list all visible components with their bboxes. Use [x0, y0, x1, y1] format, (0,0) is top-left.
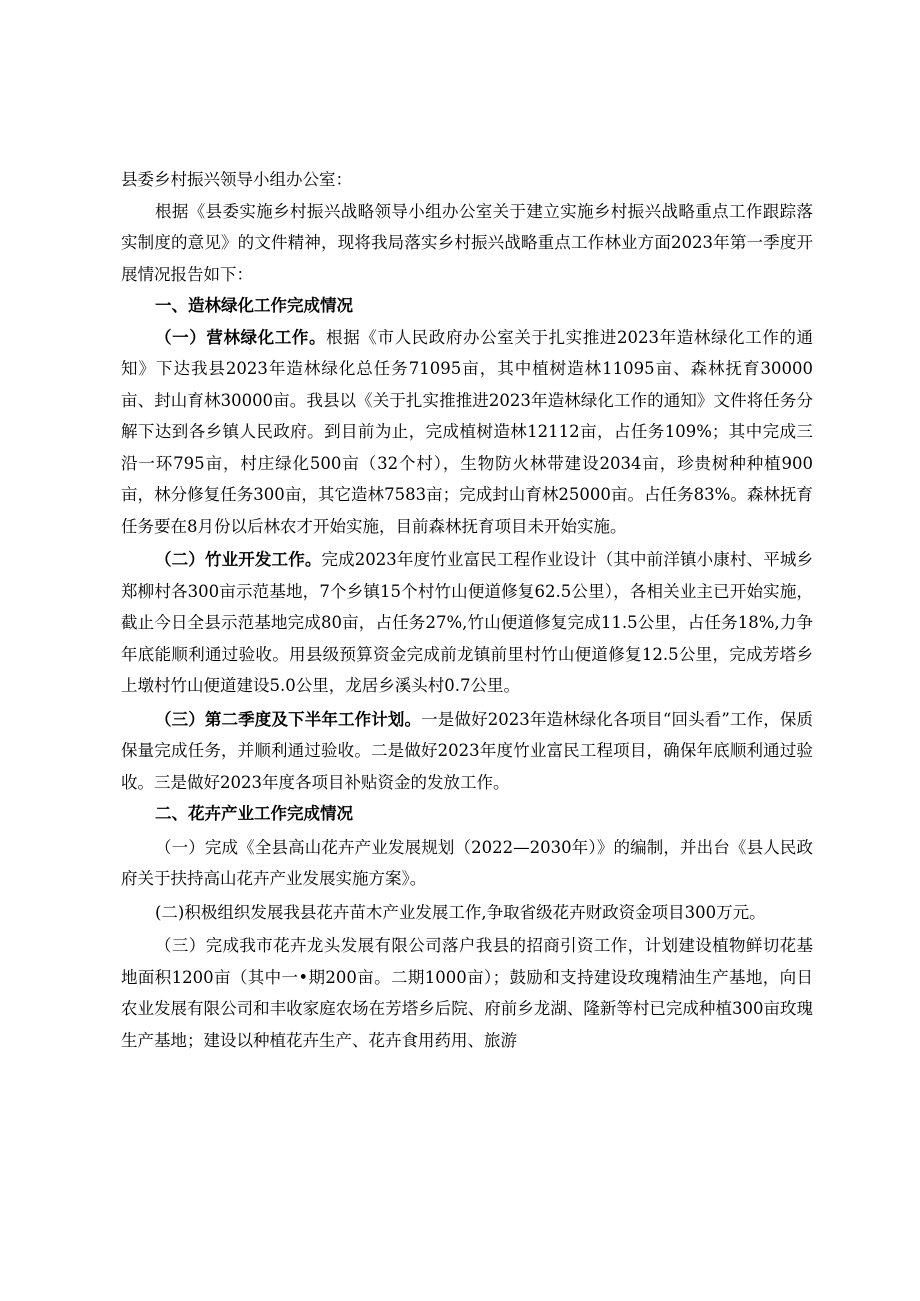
- section1-heading: 一、造林绿化工作完成情况: [155, 296, 353, 315]
- section2-paragraph-3: （三）完成我市花卉龙头发展有限公司落户我县的招商引资工作，计划建设植物鲜切花基地面积1200亩（其中一•期200亩。二期1000亩）；鼓励和支持建设玫瑰精油生产基地，向日农业发展有限公司和丰收家庭农场在芳塔乡后院、府前乡龙湖、隆新等村已完成种植300亩玫瑰生产基地；建设以种植花卉生产、花卉食用药用、旅游: [121, 936, 813, 1050]
- section1-paragraph-1-body: 根据《市人民政府办公室关于扎实推进2023年造林绿化工作的通知》下达我县2023年造林绿化总任务71095亩，其中植树造林11095亩、森林抚育30000亩、封山育林30000亩。我县以《关于扎实推推进2023年造林绿化工作的通知》文件将任务分解下达到各乡镇人民政府。到目前为止，完成植树造林12112亩，占任务109%；其中完成三沿一环795亩，村庄绿化500亩（32个村），生物防火林带建设2034亩，珍贵树种种植900亩，林分修复任务300亩，其它造林7583亩；完成封山育林25000亩。占任务83%。森林抚育任务要在8月份以后林农才开始实施，目前森林抚育项目未开始实施。: [121, 327, 814, 536]
- section2-heading: 二、花卉产业工作完成情况: [155, 804, 353, 823]
- section1-paragraph-2-title: （二）竹业开发工作。: [155, 550, 322, 569]
- section2-paragraph-1: （一）完成《全县高山花卉产业发展规划（2022—2030年）》的编制，并出台《县人民政府关于扶持高山花卉产业发展实施方案》。: [121, 837, 813, 888]
- salutation: 县委乡村振兴领导小组办公室：: [121, 170, 352, 189]
- intro-paragraph: 根据《县委实施乡村振兴战略领导小组办公室关于建立实施乡村振兴战略重点工作跟踪落实制度的意见》的文件精神，现将我局落实乡村振兴战略重点工作林业方面2023年第一季度开展情况报告如下：: [121, 201, 813, 284]
- section2-paragraph-2: (二)积极组织发展我县花卉苗木产业发展工作,争取省级花卉财政资金项目300万元。: [155, 902, 766, 922]
- section1-paragraph-2: [121, 544, 813, 702]
- section1-paragraph-1-title: （一）营林绿化工作。: [155, 327, 327, 347]
- section1-paragraph-1: [121, 322, 813, 543]
- section1-paragraph-3: [121, 704, 813, 799]
- section1-paragraph-2-body: 完成2023年度竹业富民工程作业设计（其中前洋镇小康村、平城乡郑柳村各300亩示范基地，7个乡镇15个村竹山便道修复62.5公里），各相关业主已开始实施，截止今日全县示范基地完成80亩，占任务27%,竹山便道修复完成11.5公里，占任务18%,力争年底能顺利通过验收。用县级预算资金完成前龙镇前里村竹山便道修复12.5公里，完成芳塔乡上墩村竹山便道建设5.0公里，龙居乡溪头村0.7公里。: [121, 550, 814, 695]
- section1-paragraph-3-body: 一是做好2023年造林绿化各项目“回头看”工作，保质保量完成任务，并顺利通过验收。二是做好2023年度竹业富民工程项目，确保年底顺利通过验收。三是做好2023年度各项目补贴资金的发放工作。: [121, 709, 814, 792]
- section1-paragraph-3-title: （三）第二季度及下半年工作计划。: [155, 709, 422, 729]
- document-body: [121, 164, 813, 1056]
